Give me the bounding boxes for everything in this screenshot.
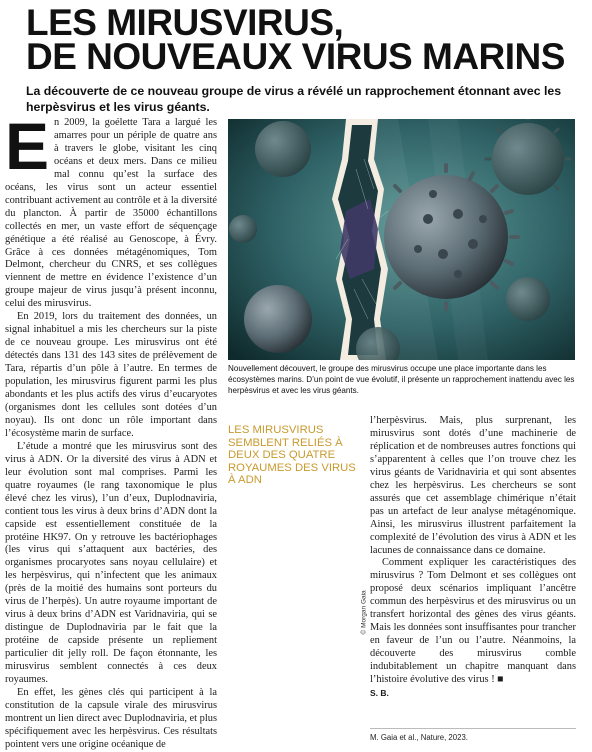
title-line-2: DE NOUVEAUX VIRUS MARINS: [26, 36, 565, 77]
article-title: [26, 2, 586, 77]
virus-particle: [244, 285, 312, 353]
virus-particle-far: [506, 277, 550, 321]
reference: M. Gaia et al., Nature, 2023.: [370, 733, 468, 742]
paragraph-4: En effet, les gènes clés qui participent à la constitution de la capsule virale des mirusvirus montrent un lien direct avec Duplodnaviria, et plus spécifiquement avec les herpèsvirus. Ces résultats pointent vers une origine océanique de: [5, 686, 217, 750]
text-column-left: [5, 109, 217, 752]
paragraph-3: L’étude a montré que les mirusvirus sont des virus à ADN. Or la diversité des virus à ADN et leur évolution sont mal comprises. Parmi les quatre royaumes (le rang taxonomique le plus élevé chez les virus), l’un d’eux, Duplodnaviria, contient tous les virus à deux brins d’ADN dont la capside est essentiellement constituée de la protéine HK97. On y retrouve les bactériophages (les virus qui s’attaquent aux bactéries, des organismes procaryotes sans noyau cellulaire) et les herpèsvirus, qui n’infectent que les animaux (près de la moitié des humains sont porteurs du virus de l’herpès). Un autre royaume important de virus à deux brins d’ADN est Varidnaviria, qui se distingue de Duplodnaviria par le fait que la protéine de capside présente un repliement particulier dit jelly roll. De façon étonnante, les mirusvirus semblent connectés à ces deux royaumes.: [5, 440, 217, 685]
paragraph-6: Comment expliquer les caractéristiques des mirusvirus ? Tom Delmont et ses collègues ont proposé deux scénarios impliquant l’ancêtre commun des herpèsvirus et des mirusvirus ou un transfert horizontal des gènes des virus géants. Mais les données sont insuffisantes pour trancher en faveur de l’un ou l’autre. Néanmoins, la découverte des mirusvirus comble indubitablement un chapitre manquant dans l’histoire évolutive des virus ! ■: [370, 557, 576, 686]
virus-particle-far: [255, 121, 311, 177]
paragraph-5: l’herpèsvirus. Mais, plus surprenant, les mirusvirus sont dotés d’une machinerie de réplication et de nombreuses autres fonctions qui s’apparentent à celles que l’on trouve chez les virus géants de Varidnaviria et qui sont absentes chez les herpèsvirus. Les chercheurs se sont assurés que cet assemblage chimérique n’était pas un artefact de leur analyse métagénomique. Ainsi, les mirusvirus illustrent parfaitement la complexité de l’évolution des virus à ADN et les lacunes de connaissance dans ce domaine.: [370, 415, 576, 556]
reference-divider: [370, 728, 576, 729]
image-caption: Nouvellement découvert, le groupe des mirusvirus occupe une place importante dans les écosystèmes marins. D’un point de vue évolutif, il présente un rapprochement inattendu avec les herpèsvirus et avec les virus géants.: [228, 364, 575, 395]
article-lead: La découverte de ce nouveau groupe de virus a révélé un rapprochement étonnant avec les herpèsvirus et les virus géants.: [26, 84, 562, 114]
title-line-1: LES MIRUSVIRUS,: [26, 2, 344, 43]
photo-credit-text: © Morgan Gaia: [360, 590, 368, 635]
paragraph-1: n 2009, la goélette Tara a largué les amarres pour un périple de quatre ans à travers le globe, visitant les cinq océans et deux mers. Dans ce milieu mal connu qu’est la surface des océans, les virus sont un acteur essentiel contribuant activement au contrôle et à la diversité du plancton. À partir de 35000 échantillons collectés en mer, un vaste effort de séquençage génétique a été réalisé au Genoscope, à Évry. Grâce à ces données métagénomiques, Tom Delmont, chercheur du CNRS, et ses collègues viennent de mettre en évidence l’existence d’un groupe majeur de virus jusqu’à présent inconnu, celui des mirusvirus.: [5, 117, 217, 310]
text-column-right: [370, 415, 576, 700]
virus-particle-far: [229, 215, 257, 243]
virus-illustration: [228, 119, 575, 360]
pull-quote: LES MIRUSVIRUS SEMBLENT RELIÉS À DEUX DES QUATRE ROYAUMES DES VIRUS À ADN: [228, 424, 356, 487]
photo-credit: [358, 545, 370, 635]
virus-illustration-graphic: [228, 119, 575, 360]
author-signature: S. B.: [370, 688, 389, 699]
paragraph-2: En 2019, lors du traitement des données, un signal inhabituel a mis les chercheurs sur la piste de ce nouveau groupe. Les mirusvirus ont été détectés dans 131 des 143 sites de prélèvement de Tara, répartis d’un pôle à l’autre. En termes de population, les mirusvirus figurent parmi les plus abondants et les plus actifs des virus d’eucaryotes (organismes dont les cellules sont dotées d’un noyau). Ils ont donc un rôle important dans l’écosystème marin de surface.: [5, 311, 217, 439]
drop-cap: E: [5, 109, 50, 183]
